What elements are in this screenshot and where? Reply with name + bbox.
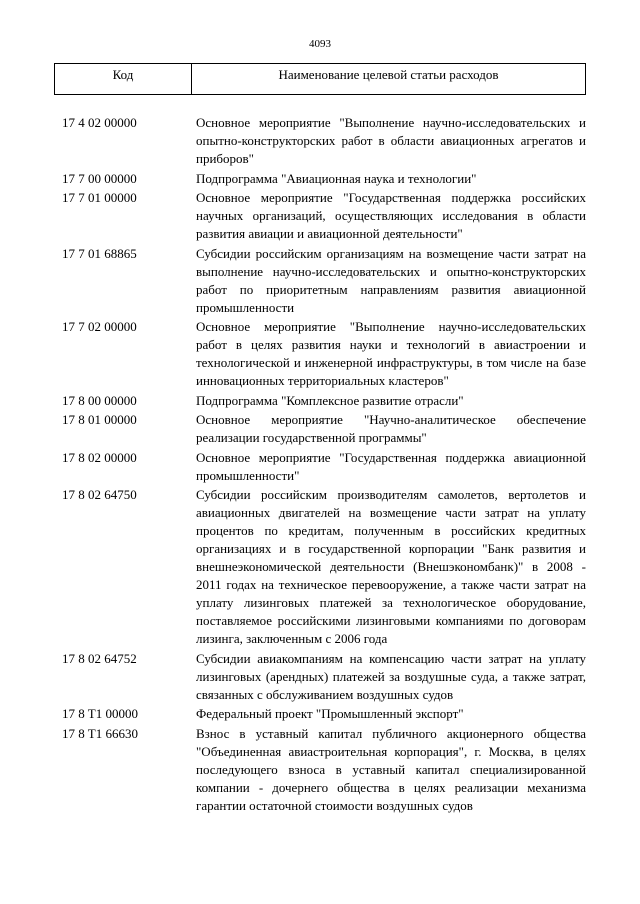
table-row	[62, 650, 586, 704]
row-code: 17 8 T1 00000	[62, 706, 138, 721]
table-row	[62, 189, 586, 243]
row-code: 17 7 00 00000	[62, 170, 137, 186]
header-name: Наименование целевой статьи расходов	[278, 67, 499, 82]
row-code: 17 7 01 00000	[62, 190, 137, 205]
row-code: 17 7 02 00000	[62, 319, 137, 334]
table-row	[62, 392, 586, 410]
row-name: Федеральный проект "Промышленный экспорт"	[196, 706, 464, 721]
table-header	[54, 63, 586, 95]
row-code: 17 8 02 00000	[62, 449, 137, 465]
row-code: 17 7 01 68865	[62, 245, 137, 261]
table-row	[62, 449, 586, 485]
row-code: 17 8 02 64750	[62, 487, 137, 502]
table-row	[62, 705, 586, 723]
table-row	[62, 486, 586, 648]
table-body	[62, 114, 586, 816]
row-name: Субсидии российским производителям самолетов, вертолетов и авиационных двигателей на возмещение части затрат на уплату процентов по кредитам, полученным в российских кредитных организациях и в государственной корпорации "Банк развития и внешнеэкономической деятельности (Внешэкономбанк)" в 2008 - 2011 годах на техническое перевооружение, а также части затрат на уплату лизинговых платежей за технологическое оборудование, поставляемое российскими лизинговыми компаниями по договорам лизинга, заключенным с 2006 года	[196, 487, 586, 646]
table-row	[62, 725, 586, 815]
row-code: 17 4 02 00000	[62, 115, 137, 130]
header-code: Код	[55, 64, 192, 94]
row-code: 17 8 02 64752	[62, 650, 137, 666]
row-name: Основное мероприятие "Государственная поддержка авиационной промышленности"	[196, 449, 586, 483]
table-row	[62, 114, 586, 168]
table-row	[62, 245, 586, 317]
table-row	[62, 411, 586, 447]
row-code: 17 8 00 00000	[62, 392, 137, 408]
page-number: 4093	[309, 38, 331, 50]
row-name: Основное мероприятие "Государственная поддержка российских научных организаций, осуществляющих исследования в области развития авиации и авиационной деятельности"	[196, 190, 586, 241]
table-row	[62, 170, 586, 188]
row-name: Основное мероприятие "Выполнение научно-исследовательских работ в целях развития науки и технологий в авиастроении и технологической и инженерной инфраструктуры, в том числе на базе инновационных территориальных кластеров"	[196, 319, 586, 388]
row-name: Подпрограмма "Комплексное развитие отрасли"	[196, 392, 464, 408]
row-name: Основное мероприятие "Выполнение научно-исследовательских и опытно-конструкторских работ в области авиационных агрегатов и приборов"	[196, 115, 586, 166]
row-name: Подпрограмма "Авиационная наука и технологии"	[196, 170, 477, 186]
row-code: 17 8 T1 66630	[62, 725, 138, 741]
row-name: Взнос в уставный капитал публичного акционерного общества "Объединенная авиастроительная корпорация", г. Москва, в целях последующего взноса в уставный капитал специализированной компании - дочернего общества в целях реализации механизма гарантии остаточной стоимости воздушных судов	[196, 725, 586, 813]
row-name: Субсидии российским организациям на возмещение части затрат на выполнение научно-исследовательских и опытно-конструкторских работ по приоритетным направлениям развития авиационной промышленности	[196, 245, 586, 315]
row-code: 17 8 01 00000	[62, 412, 137, 427]
table-row	[62, 318, 586, 390]
row-name: Основное мероприятие "Научно-аналитическое обеспечение реализации государственной программы"	[196, 412, 586, 445]
row-name: Субсидии авиакомпаниям на компенсацию части затрат на уплату лизинговых (арендных) платежей за воздушные суда, а также затрат, связанных с обслуживанием воздушных судов	[196, 650, 586, 702]
